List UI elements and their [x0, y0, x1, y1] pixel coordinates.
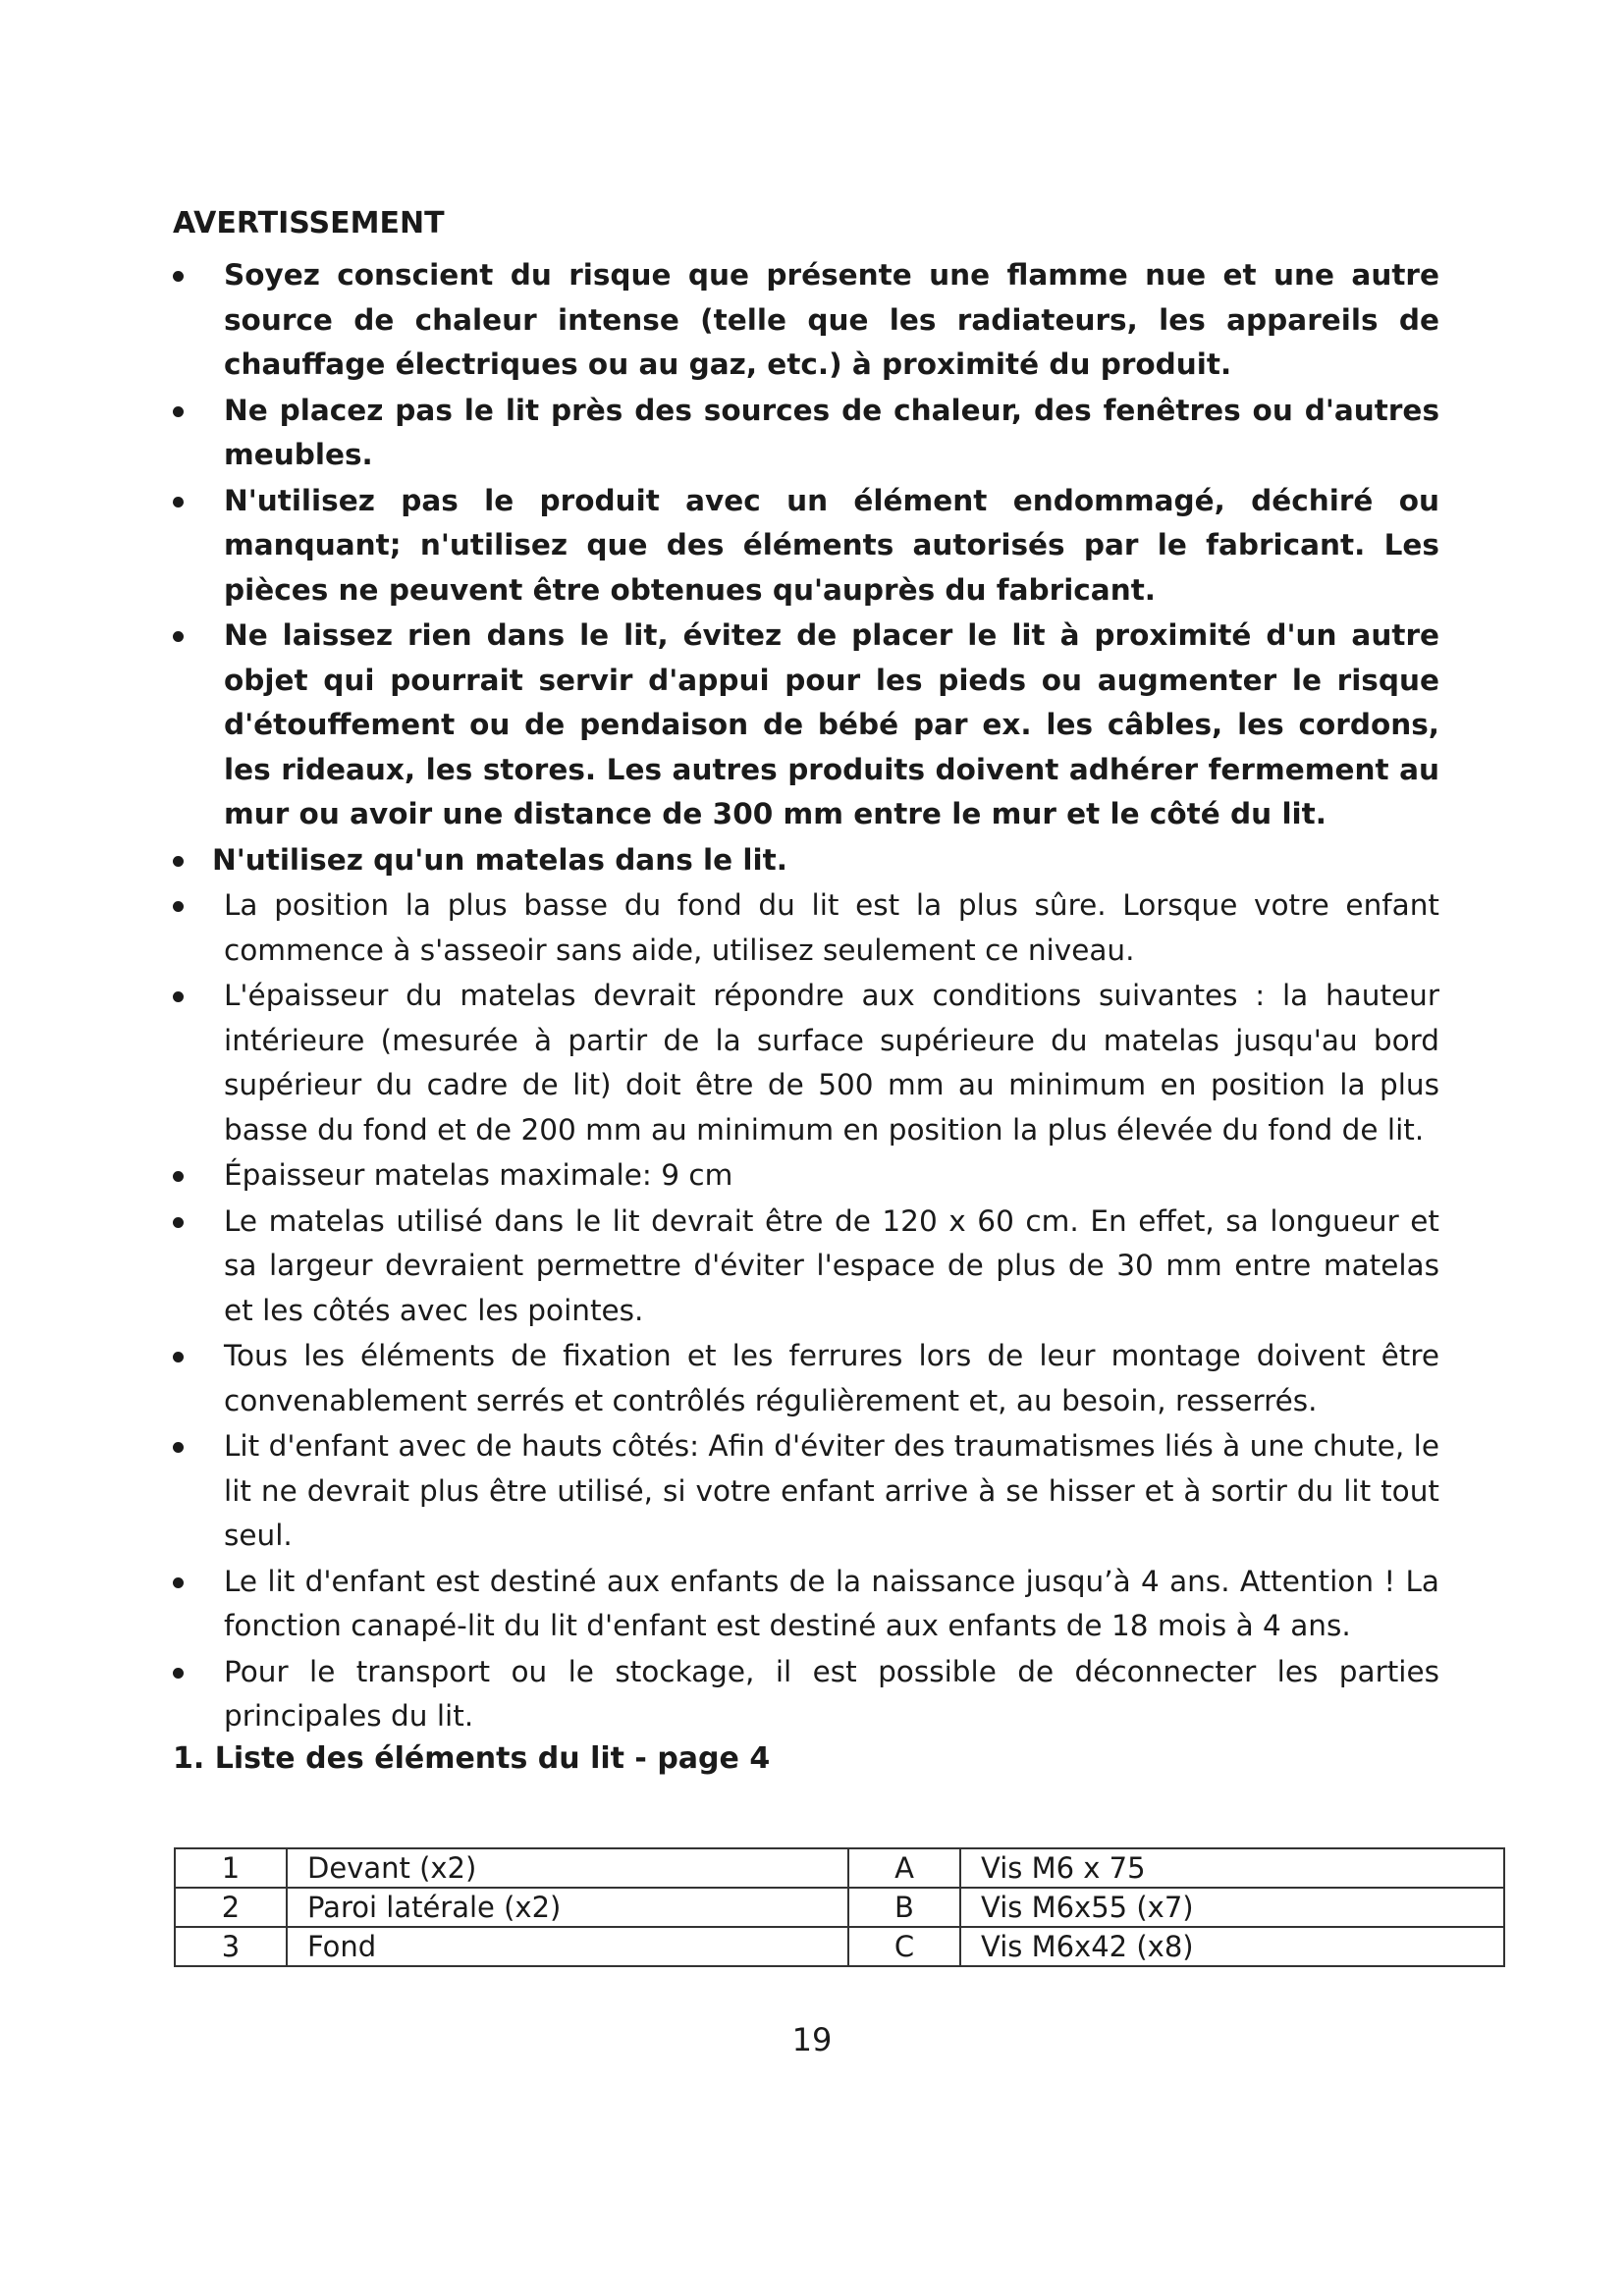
warning-text: Tous les éléments de fixation et les ferrures lors de leur montage doivent être convenablement serrés et contrôlés régulièrement et, au besoin, resserrés. — [224, 1339, 1439, 1417]
warning-text: La position la plus basse du fond du lit est la plus sûre. Lorsque votre enfant commence à s'asseoir sans aide, utilisez seulement ce niveau. — [224, 888, 1439, 967]
bullet-icon — [173, 856, 184, 867]
parts-table — [174, 1847, 1505, 1967]
part-name: Paroi latérale (x2) — [287, 1888, 848, 1927]
bullet-icon — [173, 1668, 184, 1679]
bullet-icon — [173, 1171, 184, 1182]
part-number: 1 — [175, 1848, 287, 1888]
bullet-icon — [173, 991, 184, 1002]
warning-text: Épaisseur matelas maximale: 9 cm — [224, 1158, 733, 1192]
page-number: 19 — [791, 2021, 833, 2058]
list-item — [173, 1200, 1439, 1334]
warning-text: L'épaisseur du matelas devrait répondre aux conditions suivantes : la hauteur intérieure (mesurée à partir de la surface supérieure du matelas jusqu'au bord supérieur du cadre de lit) doit être de 500 mm au minimum en position la plus basse du fond et de 200 mm au minimum en position la plus élevée du fond de lit. — [224, 979, 1439, 1147]
list-item — [173, 838, 1439, 883]
warning-text: N'utilisez pas le produit avec un élément endommagé, déchiré ou manquant; n'utilisez que des éléments autorisés par le fabricant. Les pièces ne peuvent être obtenues qu'auprès du fabricant. — [224, 483, 1439, 607]
part-number: 3 — [175, 1927, 287, 1966]
bullet-icon — [173, 497, 184, 507]
warning-text: Soyez conscient du risque que présente une flamme nue et une autre source de chaleur intense (telle que les radiateurs, les appareils de chauffage électriques ou au gaz, etc.) à proximité du produit. — [224, 258, 1439, 381]
warning-heading: AVERTISSEMENT — [173, 206, 445, 240]
list-item — [173, 883, 1439, 973]
warning-text: Lit d'enfant avec de hauts côtés: Afin d'éviter des traumatismes liés à une chute, le lit ne devrait plus être utilisé, si votre enfant arrive à se hisser et à sortir du lit tout seul. — [224, 1429, 1439, 1552]
part-name: Devant (x2) — [287, 1848, 848, 1888]
warning-text: Pour le transport ou le stockage, il est possible de déconnecter les parties principales du lit. — [224, 1654, 1439, 1733]
bullet-icon — [173, 901, 184, 912]
warnings-list — [173, 253, 1439, 1740]
section-title: 1. Liste des éléments du lit - page 4 — [173, 1741, 771, 1776]
warning-text: Ne laissez rien dans le lit, évitez de placer le lit à proximité d'un autre objet qui pourrait servir d'appui pour les pieds ou augmenter le risque d'étouffement ou de pendaison de bébé par ex. les câbles, les cordons, les rideaux, les stores. Les autres produits doivent adhérer fermement au mur ou avoir une distance de 300 mm entre le mur et le côté du lit. — [224, 618, 1439, 830]
table-row — [175, 1848, 1504, 1888]
hardware-letter: A — [848, 1848, 960, 1888]
bullet-icon — [173, 1442, 184, 1453]
list-item — [173, 389, 1439, 478]
warning-text: N'utilisez qu'un matelas dans le lit. — [212, 842, 787, 877]
bullet-icon — [173, 1352, 184, 1362]
list-item — [173, 479, 1439, 614]
warning-text: Le matelas utilisé dans le lit devrait être de 120 x 60 cm. En effet, sa longueur et sa largeur devraient permettre d'éviter l'espace de plus de 30 mm entre matelas et les côtés avec les pointes. — [224, 1203, 1439, 1327]
hardware-item: Vis M6x55 (x7) — [960, 1888, 1504, 1927]
hardware-item: Vis M6x42 (x8) — [960, 1927, 1504, 1966]
bullet-icon — [173, 631, 184, 642]
part-name: Fond — [287, 1927, 848, 1966]
list-item — [173, 1650, 1439, 1739]
bullet-icon — [173, 1217, 184, 1228]
bullet-icon — [173, 406, 184, 417]
list-item — [173, 614, 1439, 837]
list-item — [173, 974, 1439, 1152]
hardware-letter: C — [848, 1927, 960, 1966]
part-number: 2 — [175, 1888, 287, 1927]
list-item — [173, 1153, 1439, 1199]
table-row — [175, 1927, 1504, 1966]
bullet-icon — [173, 271, 184, 282]
list-item — [173, 1560, 1439, 1649]
hardware-item: Vis M6 x 75 — [960, 1848, 1504, 1888]
table-row — [175, 1888, 1504, 1927]
hardware-letter: B — [848, 1888, 960, 1927]
warning-text: Ne placez pas le lit près des sources de chaleur, des fenêtres ou d'autres meubles. — [224, 393, 1439, 471]
warning-text: Le lit d'enfant est destiné aux enfants de la naissance jusqu’à 4 ans. Attention ! La fonction canapé-lit du lit d'enfant est destiné aux enfants de 18 mois à 4 ans. — [224, 1564, 1439, 1642]
list-item — [173, 1334, 1439, 1423]
bullet-icon — [173, 1577, 184, 1588]
list-item — [173, 1424, 1439, 1559]
list-item — [173, 253, 1439, 388]
